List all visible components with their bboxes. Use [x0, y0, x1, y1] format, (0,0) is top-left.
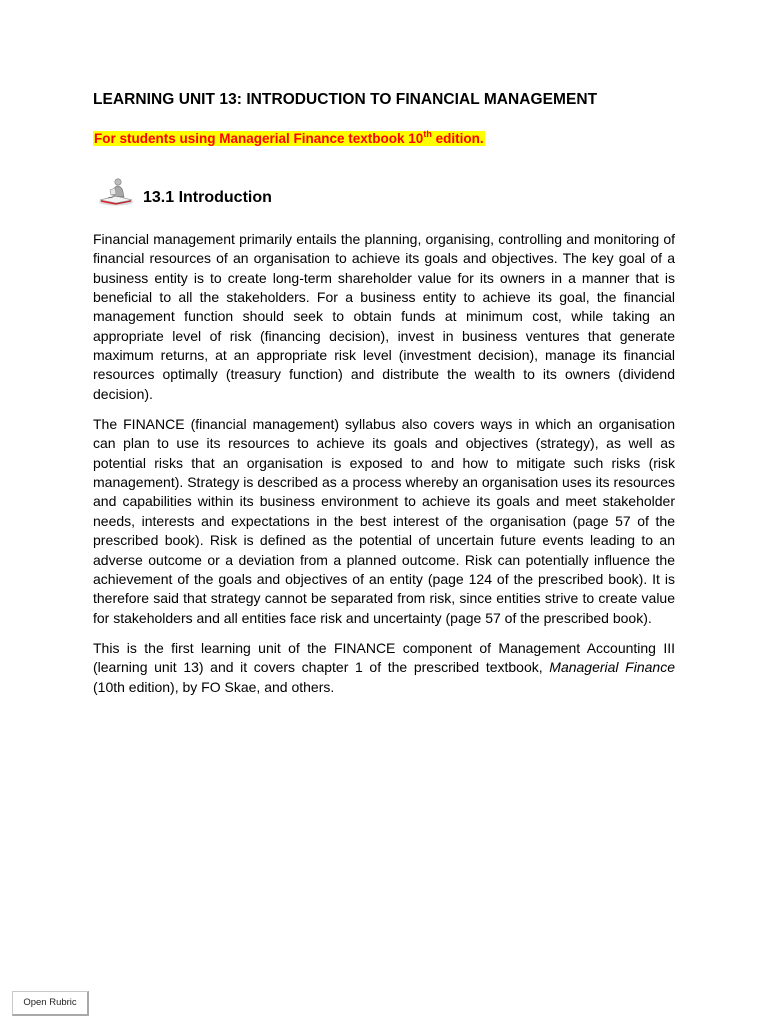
paragraph-syllabus: The FINANCE (financial management) syllabus also covers ways in which an organisation can plan to use its resources to achieve its goals and objectives (strategy), as well as potential risks that an organisation is exposed to and how to mitigate such risks (risk management). Strategy is described as a process whereby an organisation uses its resources and capabilities within its business environment to achieve its goals and meet stakeholder needs, interests and expectations in the best interest of the organisation (page 57 of the prescribed book). Risk is defined as the potential of uncertain future events leading to an adverse outcome or a deviation from a planned outcome. Risk can potentially influence the achievement of the goals and objectives of an entity (page 124 of the prescribed book). It is therefore said that strategy cannot be separated from risk, since entities strive to create value for stakeholders and all entities face risk and uncertainty (page 57 of the prescribed book).: [93, 416, 675, 626]
edition-notice-superscript: th: [423, 128, 432, 139]
notice-line: [93, 130, 675, 148]
edition-notice-text: For students using Managerial Finance textbook 10: [94, 131, 424, 146]
paragraph-learning-unit-suffix: (10th edition), by FO Skae, and others.: [93, 678, 335, 695]
textbook-title: Managerial Finance: [549, 659, 675, 676]
unit-title: LEARNING UNIT 13: INTRODUCTION TO FINANCIAL MANAGEMENT: [93, 91, 598, 108]
paragraph-learning-unit-text: This is the first learning unit of the FINANCE component of Management Accounting III (learning unit 13) and it covers chapter 1 of the prescribed textbook,: [93, 639, 675, 676]
edition-notice-suffix: edition.: [431, 131, 484, 146]
paragraph-learning-unit: [93, 639, 675, 697]
edition-notice: [93, 128, 485, 146]
reading-book-icon: [97, 176, 135, 208]
section-heading: [93, 176, 675, 216]
open-rubric-button[interactable]: Open Rubric: [12, 991, 89, 1016]
section-title: 13.1 Introduction: [143, 189, 272, 206]
paragraph-financial-management: Financial management primarily entails the planning, organising, controlling and monitoring of financial resources of an organisation to achieve its goals and objectives. The key goal of a business entity is to create long-term shareholder value for its owners in a manner that is beneficial to all the stakeholders. For a business entity to achieve its goal, the financial management function should seek to obtain funds at minimum cost, while taking an appropriate level of risk (financing decision), invest in business ventures that generate maximum returns, at an appropriate risk level (investment decision), manage its financial resources optimally (treasury function) and distribute the wealth to its owners (dividend decision).: [93, 231, 675, 402]
document-page: [93, 88, 675, 697]
